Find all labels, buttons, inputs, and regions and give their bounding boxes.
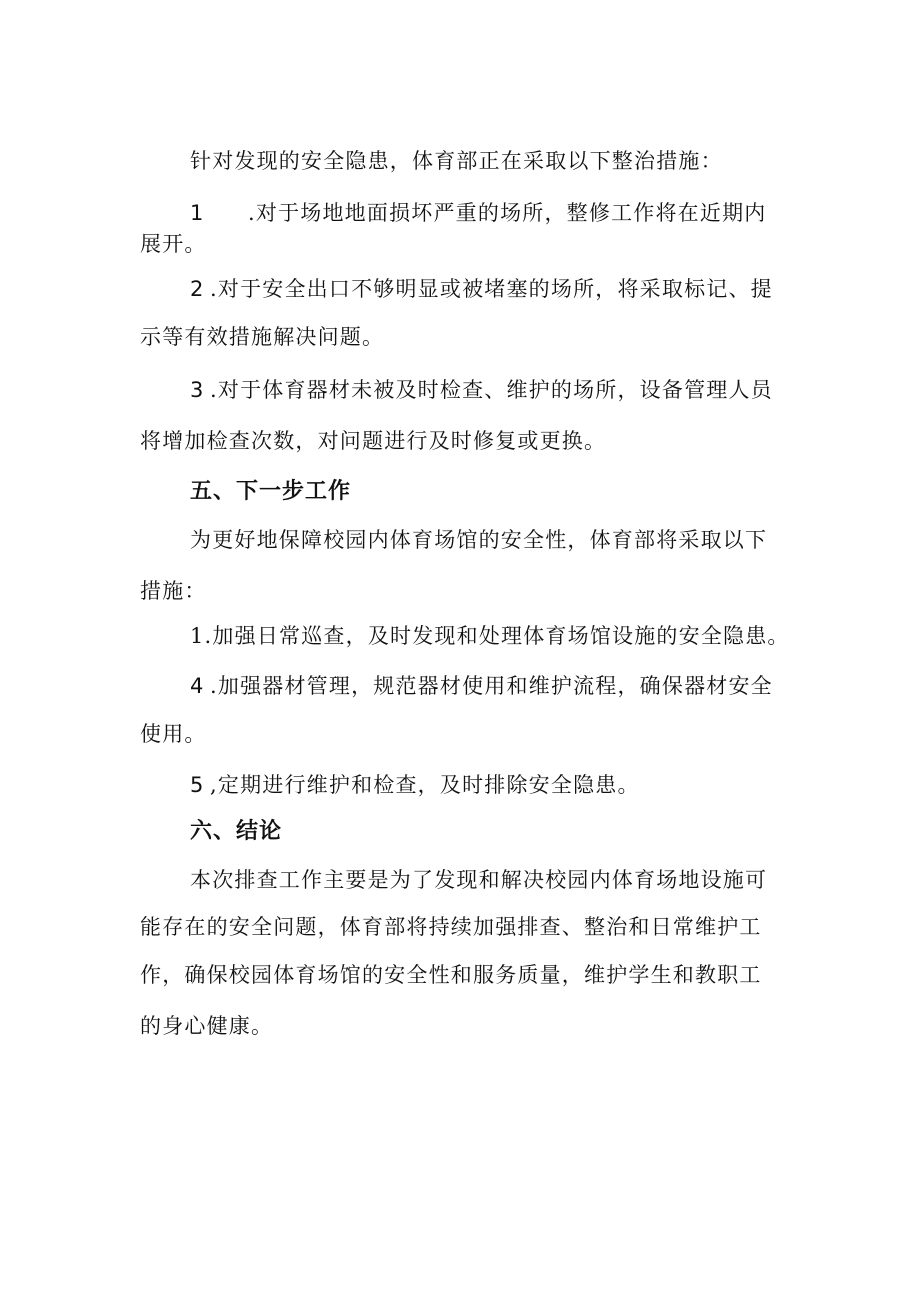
section-5-item-5-text: ,定期进行维护和检查，及时排除安全隐患。 [210,773,640,797]
section-5-item-5 [190,771,640,799]
section-6-line-3: 作，确保校园体育场馆的安全性和服务质量，维护学生和教职工 [140,963,762,987]
section-5-item-1: 1.加强日常巡查，及时发现和处理体育场馆设施的安全隐患。 [190,624,790,648]
measure-1-number: 1 [190,201,205,225]
measure-1-line-1 [190,199,766,227]
intro-paragraph: 针对发现的安全隐患，体育部正在采取以下整治措施： [190,149,723,173]
section-5-item-4-number: 4 [190,674,205,698]
section-5-intro-line-2: 措施： [140,579,207,603]
measure-1-line-2: 展开。 [140,232,207,256]
measure-2-text: .对于安全出口不够明显或被堵塞的场所，将采取标记、提 [210,277,773,301]
section-5-item-4-text: .加强器材管理，规范器材使用和维护流程，确保器材安全 [210,674,773,698]
section-5-item-5-number: 5 [190,773,205,797]
section-6-line-2: 能存在的安全问题，体育部将持续加强排查、整治和日常维护工 [140,915,762,939]
section-6-line-1: 本次排查工作主要是为了发现和解决校园内体育场地设施可 [190,868,768,892]
section-6-line-4: 的身心健康。 [140,1014,274,1038]
measure-3-line-2: 将增加检查次数，对问题进行及时修复或更换。 [140,429,607,453]
section-5-heading: 五、下一步工作 [190,479,352,504]
section-5-item-4-line-2: 使用。 [140,722,207,746]
measure-3-text: .对于体育器材未被及时检查、维护的场所，设备管理人员 [210,378,773,402]
measure-2-line-1 [190,275,773,303]
measure-2-line-2: 示等有效措施解决问题。 [140,325,385,349]
section-6-heading: 六、结论 [190,819,283,844]
measure-1-text: .对于场地地面损坏严重的场所，整修工作将在近期内 [248,201,767,225]
measure-2-number: 2 [190,277,205,301]
measure-3-number: 3 [190,378,205,402]
measure-3-line-1 [190,376,773,404]
section-5-intro-line-1: 为更好地保障校园内体育场馆的安全性，体育部将采取以下 [190,528,768,552]
section-5-item-4-line-1 [190,672,773,700]
